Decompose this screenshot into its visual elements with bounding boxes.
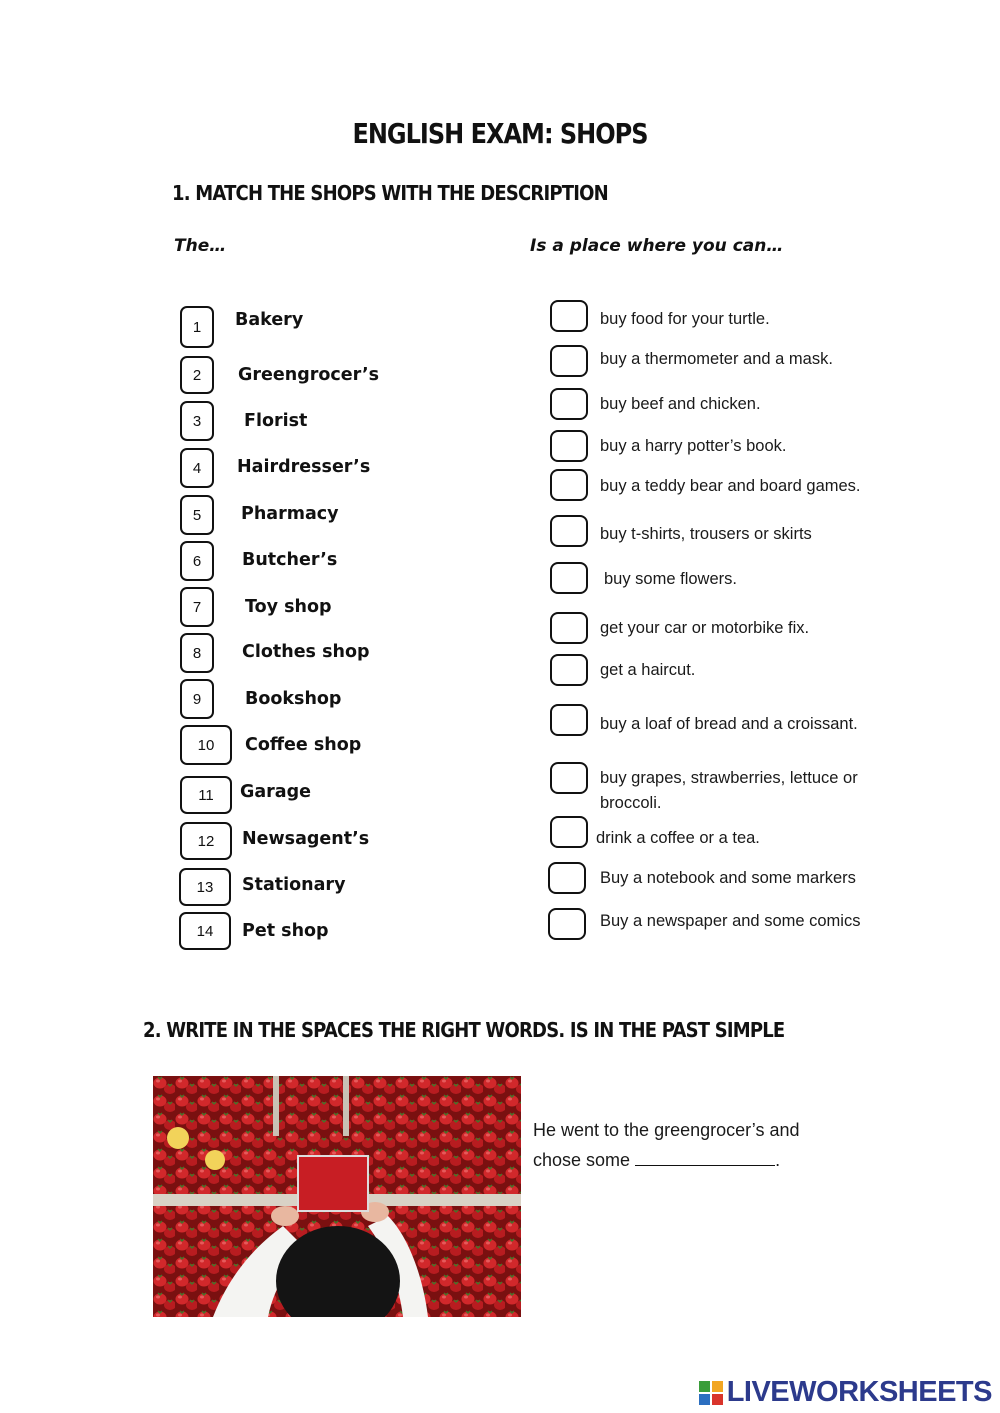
shop-name: Toy shop: [245, 597, 332, 617]
description-text: buy a harry potter’s book.: [600, 437, 787, 455]
shop-name: Garage: [240, 782, 312, 802]
description-text: buy a loaf of bread and a croissant.: [600, 715, 858, 733]
sentence-line-2: chose some: [533, 1150, 636, 1170]
answer-box[interactable]: [550, 654, 588, 686]
answer-box[interactable]: [550, 430, 588, 462]
shop-number-box: 5: [180, 495, 214, 535]
strawberries-photo: [153, 1076, 521, 1317]
shop-number-box: 13: [179, 868, 231, 906]
shop-name: Pharmacy: [241, 504, 339, 524]
shop-name: Pet shop: [242, 921, 329, 941]
description-text: Buy a newspaper and some comics: [600, 912, 861, 930]
description-text: buy a teddy bear and board games.: [600, 477, 861, 495]
answer-box[interactable]: [550, 300, 588, 332]
shop-name: Coffee shop: [245, 735, 362, 755]
shop-name: Bookshop: [245, 689, 342, 709]
left-column-header: The…: [174, 236, 227, 256]
sentence-line-1: He went to the greengrocer’s and: [533, 1120, 800, 1140]
exercise-1-heading: 1. MATCH THE SHOPS WITH THE DESCRIPTION: [172, 181, 608, 206]
strawberries-illustration: [153, 1076, 521, 1317]
right-column-header: Is a place where you can…: [530, 236, 784, 256]
shop-name: Greengrocer’s: [238, 365, 380, 385]
liveworksheets-logo: [699, 1376, 992, 1409]
exam-title: ENGLISH EXAM: SHOPS: [352, 117, 648, 151]
shop-number-box: 8: [180, 633, 214, 673]
shop-number-box: 11: [180, 776, 232, 814]
shop-number-box: 12: [180, 822, 232, 860]
shop-number-box: 9: [180, 679, 214, 719]
sentence-end: .: [775, 1150, 781, 1170]
shop-name: Hairdresser’s: [237, 457, 371, 477]
shop-name: Florist: [244, 411, 308, 431]
answer-box[interactable]: [550, 704, 588, 736]
exercise-2-sentence: [533, 1115, 800, 1175]
answer-box[interactable]: [550, 345, 588, 377]
description-text: drink a coffee or a tea.: [596, 829, 760, 847]
shop-number-box: 1: [180, 306, 214, 348]
answer-box[interactable]: [550, 388, 588, 420]
shop-name: Butcher’s: [242, 550, 338, 570]
description-text: buy food for your turtle.: [600, 310, 770, 328]
shop-name: Newsagent’s: [242, 829, 370, 849]
description-text: get a haircut.: [600, 661, 696, 679]
description-text: buy beef and chicken.: [600, 395, 761, 413]
shop-number-box: 7: [180, 587, 214, 627]
description-text: buy t-shirts, trousers or skirts: [600, 525, 812, 543]
answer-box[interactable]: [548, 908, 586, 940]
logo-text: LIVEWORKSHEETS: [726, 1376, 992, 1408]
answer-box[interactable]: [548, 862, 586, 894]
shop-name: Clothes shop: [242, 642, 370, 662]
answer-box[interactable]: [550, 469, 588, 501]
shop-number-box: 10: [180, 725, 232, 765]
answer-box[interactable]: [550, 515, 588, 547]
shop-number-box: 4: [180, 448, 214, 488]
shop-number-box: 6: [180, 541, 214, 581]
answer-blank[interactable]: [635, 1147, 775, 1166]
description-text: Buy a notebook and some markers: [600, 869, 856, 887]
description-text: buy a thermometer and a mask.: [600, 350, 833, 368]
exercise-2-heading: 2. WRITE IN THE SPACES THE RIGHT WORDS. IS IN THE PAST SIMPLE: [143, 1018, 785, 1043]
answer-box[interactable]: [550, 762, 588, 794]
shop-name: Bakery: [235, 310, 304, 330]
shop-name: Stationary: [242, 875, 346, 895]
answer-box[interactable]: [550, 562, 588, 594]
answer-box[interactable]: [550, 816, 588, 848]
shop-number-box: 3: [180, 401, 214, 441]
shop-number-box: 2: [180, 356, 214, 394]
shop-number-box: 14: [179, 912, 231, 950]
answer-box[interactable]: [550, 612, 588, 644]
description-text: buy some flowers.: [604, 570, 737, 588]
logo-grid-icon: [699, 1381, 723, 1405]
description-text: buy grapes, strawberries, lettuce or broccoli.: [600, 769, 858, 812]
description-text: get your car or motorbike fix.: [600, 619, 810, 637]
